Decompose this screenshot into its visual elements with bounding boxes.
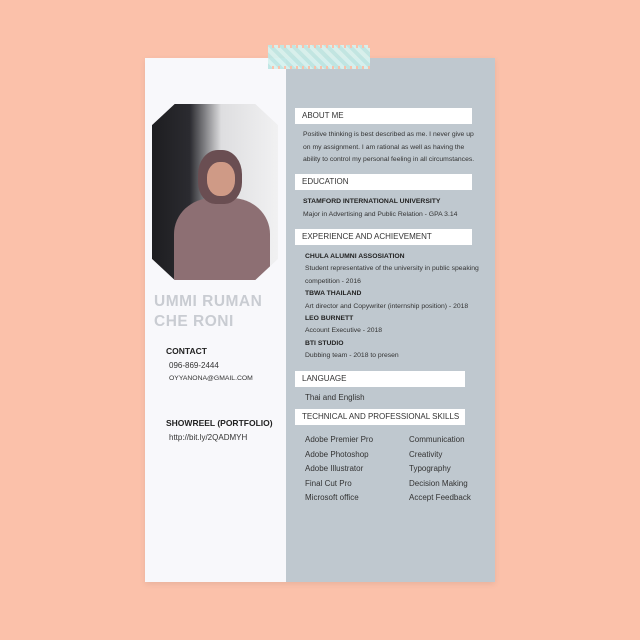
about-line-3: ability to control my personal feeling in all circumstances. [303,156,475,163]
photo-face-shape [207,162,235,196]
about-line-2: on my assignment. I am rational as well as having the [303,143,465,151]
left-column [145,58,286,582]
experience-org-2: TBWA THAILAND [305,290,362,298]
experience-desc-2: Art director and Copywriter (internship position) - 2018 [305,302,469,310]
skill-item: Adobe Premier Pro [305,435,374,444]
language-heading: LANGUAGE [295,371,465,387]
skill-item: Decision Making [409,478,468,488]
photo-body-shape [174,198,270,280]
professional-skills-list [409,433,471,506]
skill-item: Adobe Photoshop [305,449,369,459]
contact-heading: CONTACT [166,346,207,356]
skill-item: Adobe Illustrator [305,464,364,474]
education-text [303,196,457,221]
showreel-heading: SHOWREEL (PORTFOLIO) [166,418,273,428]
about-heading: ABOUT ME [295,108,472,124]
contact-email: OYYANONA@GMAIL.COM [169,375,253,382]
skill-item: Typography [409,464,451,474]
education-major: Major in Advertising and Public Relation - GPA 3.14 [303,210,458,218]
skills-heading: TECHNICAL AND PROFESSIONAL SKILLS [295,409,465,425]
experience-desc-3: Account Executive - 2018 [305,327,383,335]
education-school: STAMFORD INTERNATIONAL UNIVERSITY [303,198,441,205]
about-line-1: Positive thinking is best described as me. I never give up [303,131,474,138]
washi-tape [268,45,370,69]
experience-heading: EXPERIENCE AND ACHIEVEMENT [295,229,472,245]
language-value: Thai and English [305,393,365,402]
contact-phone: 096-869-2444 [169,361,219,370]
experience-list [305,251,479,363]
skill-item: Microsoft office [305,493,359,503]
experience-desc-4: Dubbing team - 2018 to presen [305,352,399,360]
skill-item: Accept Feedback [409,493,471,503]
experience-org-1: CHULA ALUMNI ASSOSIATION [305,253,405,260]
technical-skills-list [305,433,373,506]
showreel-link[interactable]: http://bit.ly/2QADMYH [169,433,248,442]
experience-org-3: LEO BURNETT [305,315,354,323]
experience-desc-1b: competition - 2016 [305,277,361,285]
candidate-name [154,292,284,332]
skill-item: Final Cut Pro [305,478,352,488]
experience-org-4: BTI STUDIO [305,339,344,347]
skill-item: Communication [409,435,465,444]
resume-sheet [145,58,495,582]
name-line-1: UMMI RUMAN [154,293,263,310]
experience-desc-1a: Student representative of the university in public speaking [305,265,479,273]
right-column [286,58,495,582]
profile-photo [152,104,278,280]
education-heading: EDUCATION [295,174,472,190]
about-text [303,129,474,167]
skill-item: Creativity [409,449,443,459]
name-line-2: CHE RONI [154,313,234,330]
